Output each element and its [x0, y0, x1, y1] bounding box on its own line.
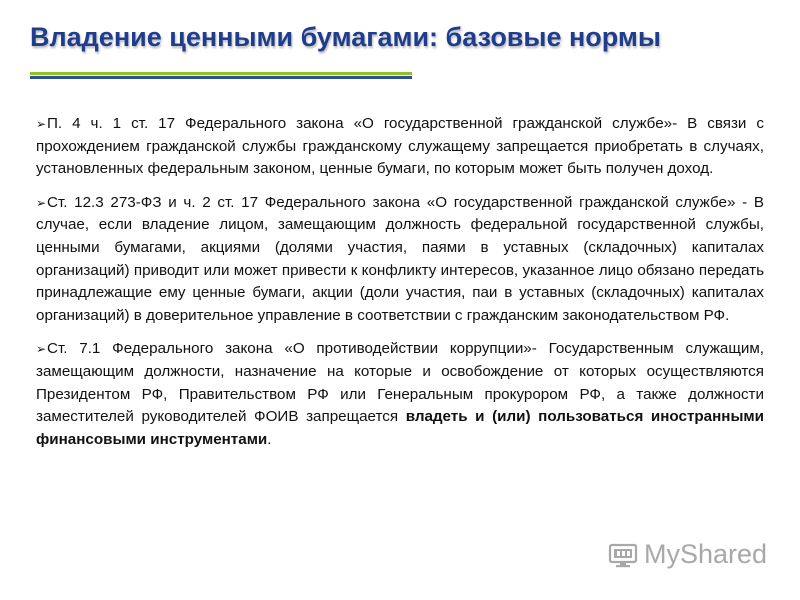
bullet-text-2: Ст. 12.3 273-ФЗ и ч. 2 ст. 17 Федерального закона «О государственной гражданской службе» - В случае, если владение лицом, замещающим должность федеральной государственной службы, ценными бумагами, акциями (долями участия, паями в уставных (складочных) капиталах организаций) приводит или может привести к конфликту интересов, указанное лицо обязано передать принадлежащие ему ценные бумаги, акции (доли участия, паи в уставных (складочных) капиталах организаций) в доверительное управление в соответствии с гражданским законодательством РФ. — [36, 193, 764, 324]
arrow-check-icon: ➢ — [36, 342, 47, 357]
bullet-text-3-suffix: . — [267, 430, 272, 448]
title-underline-blue — [30, 76, 412, 79]
watermark — [608, 537, 767, 571]
bullet-item-1 — [36, 113, 764, 181]
bullet-text-1: П. 4 ч. 1 ст. 17 Федерального закона «О государственной гражданской службе»- В связи с прохождением гражданской службы гражданскому служащему запрещается приобретать в случаях, установленных федеральным законом, ценные бумаги, по которым может быть получен доход. — [36, 115, 764, 178]
bullet-text-3: Ст. 7.1 Федерального закона «О противодействии коррупции»- Государственным служащим, замещающим должности, назначение на которые и освобождение от которых осуществляются Президентом РФ, Правительством РФ или Генеральным прокурором РФ, а также должности заместителей руководителей ФОИВ запрещается — [36, 340, 764, 426]
slide-content — [36, 113, 764, 462]
title-underline — [30, 72, 412, 79]
arrow-check-icon: ➢ — [36, 195, 47, 210]
watermark-text: MyShared — [644, 538, 768, 569]
arrow-check-icon: ➢ — [36, 117, 47, 131]
bullet-item-3 — [36, 338, 764, 451]
bullet-item-2 — [36, 192, 764, 328]
slide-title: Владение ценными бумагами: базовые нормы — [30, 22, 661, 52]
myshared-logo-icon — [608, 539, 638, 569]
bullet-text-3-bold: владеть и (или) пользоваться иностранными финансовыми инструментами — [36, 408, 765, 448]
